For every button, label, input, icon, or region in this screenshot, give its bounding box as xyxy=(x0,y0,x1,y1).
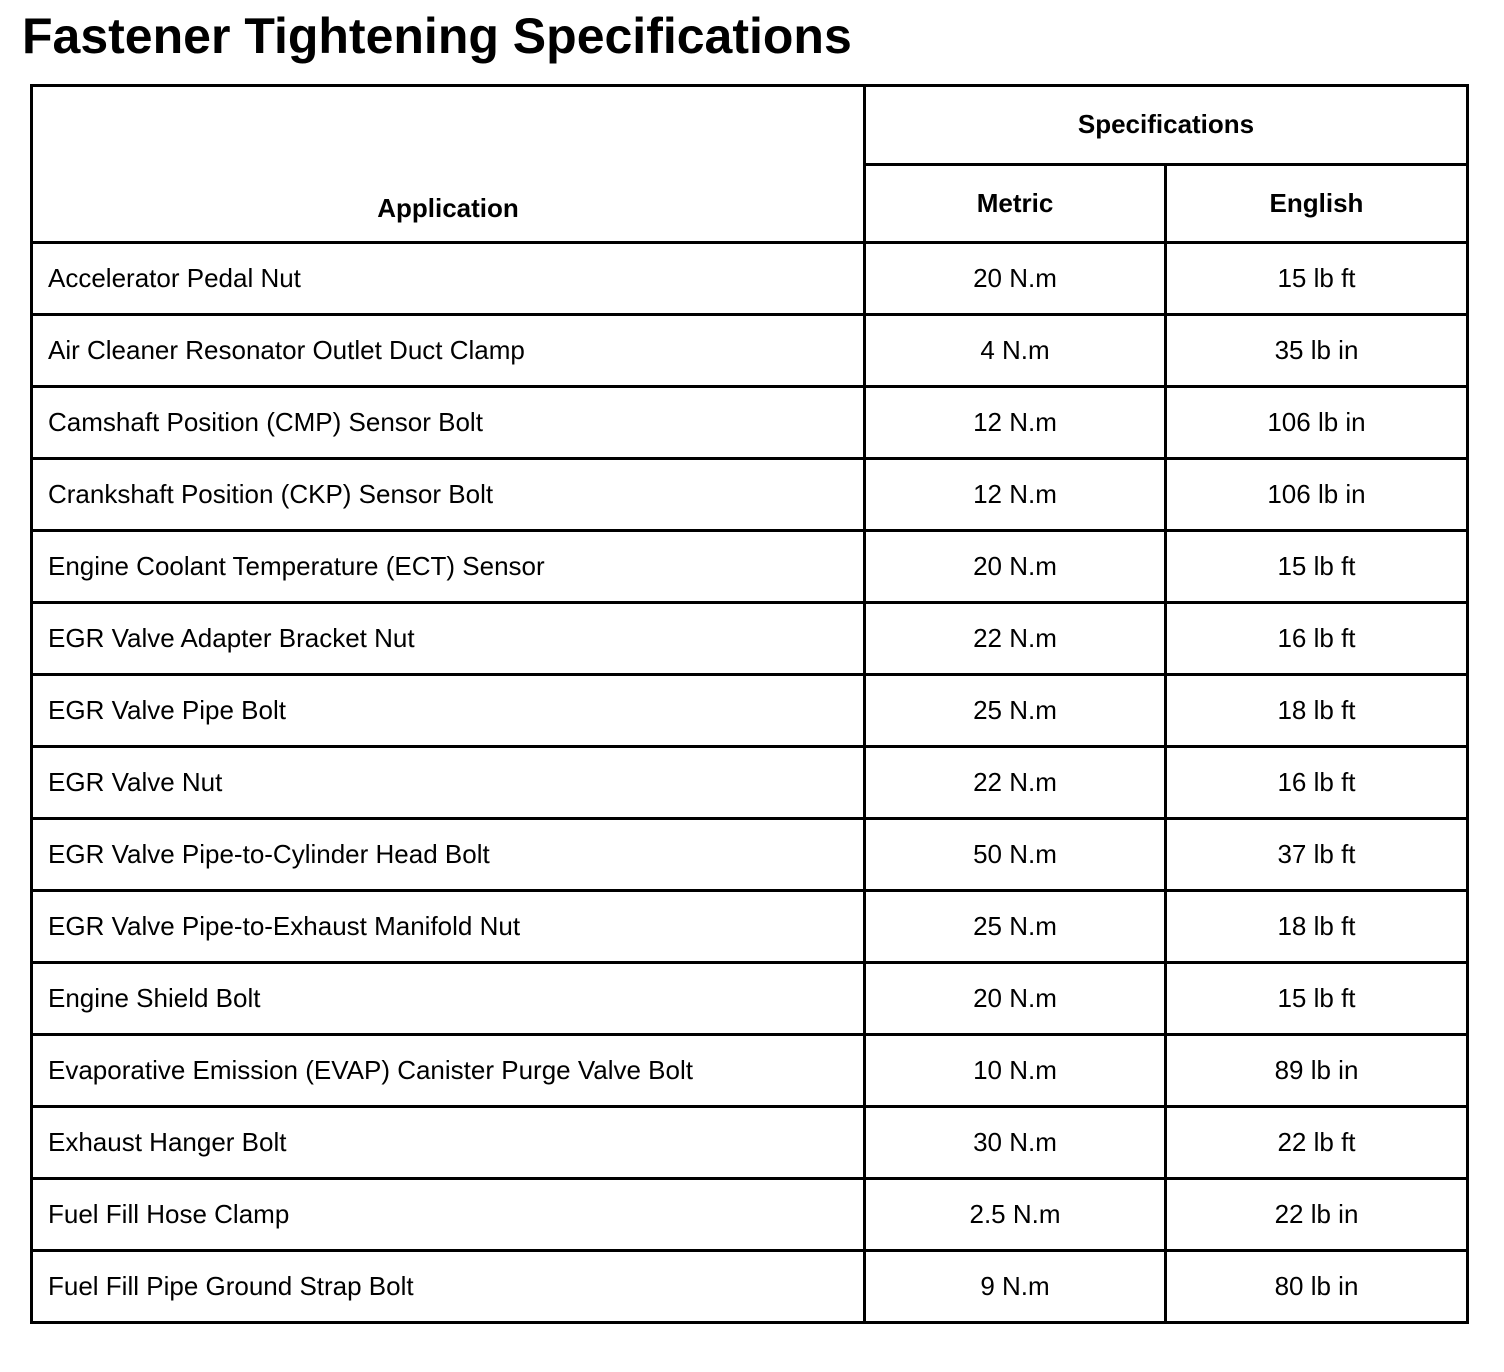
application-cell: Fuel Fill Hose Clamp xyxy=(32,1179,865,1251)
application-cell: Engine Shield Bolt xyxy=(32,963,865,1035)
metric-cell: 10 N.m xyxy=(865,1035,1166,1107)
table-row xyxy=(32,675,1468,747)
table-row xyxy=(32,819,1468,891)
application-cell: EGR Valve Nut xyxy=(32,747,865,819)
application-cell: Air Cleaner Resonator Outlet Duct Clamp xyxy=(32,315,865,387)
application-cell: Fuel Fill Pipe Ground Strap Bolt xyxy=(32,1251,865,1323)
metric-cell: 20 N.m xyxy=(865,243,1166,315)
english-cell: 16 lb ft xyxy=(1166,747,1468,819)
header-specifications: Specifications xyxy=(865,86,1468,165)
english-cell: 18 lb ft xyxy=(1166,675,1468,747)
application-cell: EGR Valve Pipe-to-Cylinder Head Bolt xyxy=(32,819,865,891)
header-application: Application xyxy=(32,86,865,243)
application-cell: Accelerator Pedal Nut xyxy=(32,243,865,315)
table-row xyxy=(32,243,1468,315)
english-cell: 22 lb ft xyxy=(1166,1107,1468,1179)
application-cell: Evaporative Emission (EVAP) Canister Purge Valve Bolt xyxy=(32,1035,865,1107)
table-row xyxy=(32,387,1468,459)
table-row xyxy=(32,315,1468,387)
english-cell: 89 lb in xyxy=(1166,1035,1468,1107)
table-row xyxy=(32,459,1468,531)
application-cell: Camshaft Position (CMP) Sensor Bolt xyxy=(32,387,865,459)
metric-cell: 30 N.m xyxy=(865,1107,1166,1179)
table-row xyxy=(32,1107,1468,1179)
metric-cell: 12 N.m xyxy=(865,459,1166,531)
metric-cell: 22 N.m xyxy=(865,747,1166,819)
table-body xyxy=(32,243,1468,1323)
application-cell: EGR Valve Pipe Bolt xyxy=(32,675,865,747)
english-cell: 106 lb in xyxy=(1166,459,1468,531)
english-cell: 106 lb in xyxy=(1166,387,1468,459)
header-row-top xyxy=(32,86,1468,165)
metric-cell: 20 N.m xyxy=(865,963,1166,1035)
fastener-spec-table xyxy=(30,84,1469,1324)
table-header xyxy=(32,86,1468,243)
metric-cell: 50 N.m xyxy=(865,819,1166,891)
header-english: English xyxy=(1166,164,1468,243)
table-row xyxy=(32,891,1468,963)
table-row xyxy=(32,1179,1468,1251)
page-title: Fastener Tightening Specifications xyxy=(22,8,852,64)
english-cell: 15 lb ft xyxy=(1166,531,1468,603)
english-cell: 15 lb ft xyxy=(1166,243,1468,315)
metric-cell: 22 N.m xyxy=(865,603,1166,675)
english-cell: 80 lb in xyxy=(1166,1251,1468,1323)
application-cell: Exhaust Hanger Bolt xyxy=(32,1107,865,1179)
table-row xyxy=(32,531,1468,603)
application-cell: EGR Valve Adapter Bracket Nut xyxy=(32,603,865,675)
english-cell: 15 lb ft xyxy=(1166,963,1468,1035)
application-cell: EGR Valve Pipe-to-Exhaust Manifold Nut xyxy=(32,891,865,963)
metric-cell: 20 N.m xyxy=(865,531,1166,603)
metric-cell: 12 N.m xyxy=(865,387,1166,459)
metric-cell: 25 N.m xyxy=(865,675,1166,747)
metric-cell: 9 N.m xyxy=(865,1251,1166,1323)
english-cell: 16 lb ft xyxy=(1166,603,1468,675)
metric-cell: 2.5 N.m xyxy=(865,1179,1166,1251)
table-row xyxy=(32,603,1468,675)
english-cell: 18 lb ft xyxy=(1166,891,1468,963)
application-cell: Engine Coolant Temperature (ECT) Sensor xyxy=(32,531,865,603)
table-row xyxy=(32,1251,1468,1323)
english-cell: 35 lb in xyxy=(1166,315,1468,387)
table-row xyxy=(32,963,1468,1035)
application-cell: Crankshaft Position (CKP) Sensor Bolt xyxy=(32,459,865,531)
metric-cell: 25 N.m xyxy=(865,891,1166,963)
table-row xyxy=(32,1035,1468,1107)
metric-cell: 4 N.m xyxy=(865,315,1166,387)
table-row xyxy=(32,747,1468,819)
english-cell: 22 lb in xyxy=(1166,1179,1468,1251)
english-cell: 37 lb ft xyxy=(1166,819,1468,891)
header-metric: Metric xyxy=(865,164,1166,243)
